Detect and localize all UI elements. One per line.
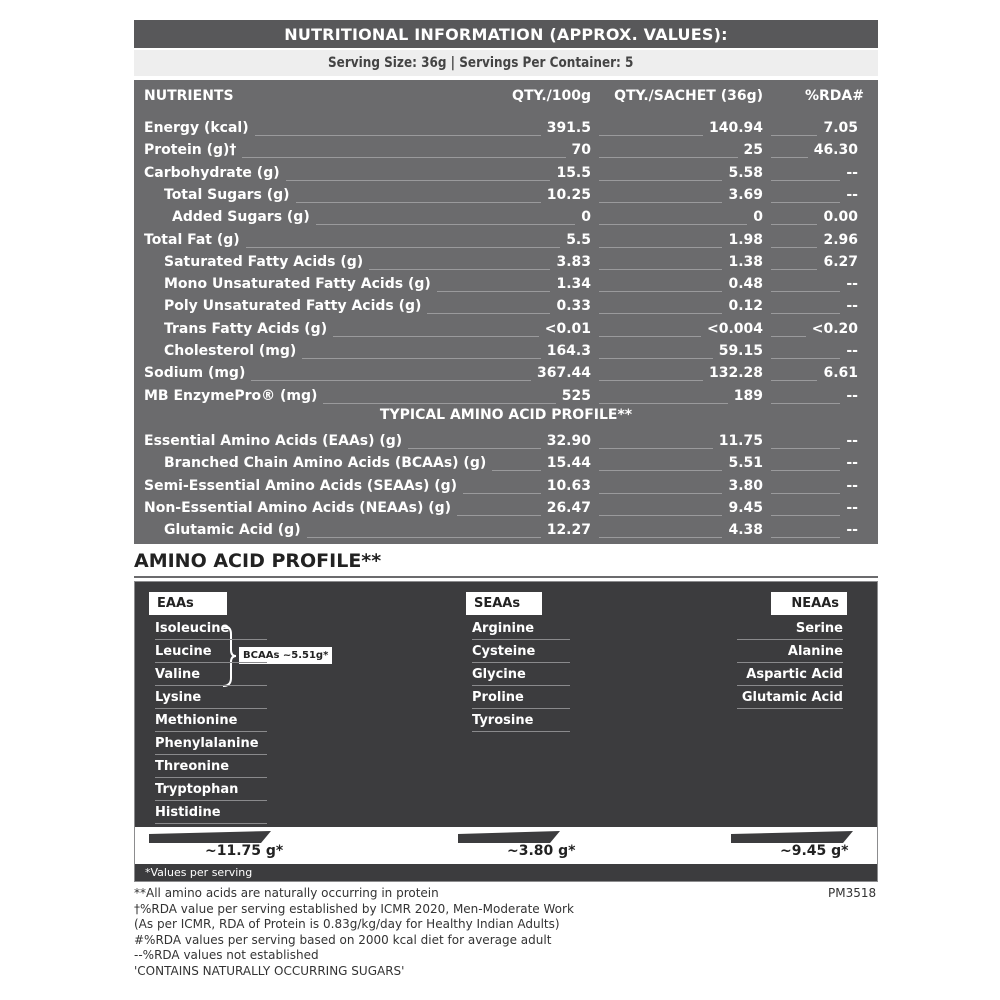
qty-per-sachet: 0.48 bbox=[728, 276, 763, 293]
nutrient-name: Total Sugars (g) bbox=[164, 186, 290, 203]
leader-line bbox=[599, 403, 728, 404]
qty-per-100g: 10.25 bbox=[546, 186, 591, 203]
nutrient-row bbox=[134, 318, 878, 340]
rda-value: -- bbox=[846, 522, 858, 539]
rda-value: 0.00 bbox=[823, 209, 858, 226]
amino-profile-title: AMINO ACID PROFILE** bbox=[134, 550, 382, 572]
amino-acid-item: Tyrosine bbox=[472, 710, 570, 732]
leader-line bbox=[316, 224, 576, 225]
qty-per-100g: 164.3 bbox=[546, 343, 591, 359]
amino-acid-item: Valine bbox=[155, 664, 267, 686]
qty-per-sachet: 59.15 bbox=[718, 343, 763, 359]
nutrient-row bbox=[134, 295, 878, 317]
qty-per-100g: 3.83 bbox=[556, 253, 591, 270]
qty-per-100g: 1.34 bbox=[556, 276, 591, 293]
leader-line bbox=[307, 537, 541, 538]
nutrient-row bbox=[134, 273, 878, 295]
qty-per-sachet: 25 bbox=[743, 142, 763, 159]
rda-value: <0.20 bbox=[811, 320, 858, 337]
leader-line bbox=[771, 358, 840, 359]
leader-line bbox=[771, 515, 840, 516]
nutrition-title bbox=[134, 20, 878, 48]
leader-line bbox=[246, 247, 560, 248]
amino-acid-item: Tryptophan bbox=[155, 779, 267, 801]
nutrient-name: Total Fat (g) bbox=[144, 231, 240, 248]
rda-value: -- bbox=[846, 186, 858, 203]
leader-line bbox=[771, 135, 817, 136]
leader-line bbox=[771, 313, 840, 314]
leader-line bbox=[408, 448, 541, 449]
rda-value: 6.61 bbox=[823, 365, 858, 382]
leader-line bbox=[771, 291, 840, 292]
nutrient-name: Semi-Essential Amino Acids (SEAAs) (g) bbox=[144, 477, 458, 494]
qty-per-100g: 15.5 bbox=[556, 164, 591, 181]
nutrient-name: Energy (kcal) bbox=[144, 120, 249, 136]
nutrient-name: Added Sugars (g) bbox=[172, 209, 310, 226]
amino-acid-item: Arginine bbox=[472, 618, 570, 640]
nutrient-name: Poly Unsaturated Fatty Acids (g) bbox=[164, 298, 422, 315]
leader-line bbox=[427, 313, 550, 314]
qty-per-sachet: 3.69 bbox=[728, 186, 763, 203]
leader-line bbox=[771, 224, 817, 225]
amino-acid-item: Alanine bbox=[737, 641, 843, 663]
bcaa-label: BCAAs ~5.51g* bbox=[239, 647, 332, 664]
leader-line bbox=[286, 180, 551, 181]
nutrient-name: Sodium (mg) bbox=[144, 365, 246, 382]
leader-line bbox=[242, 157, 565, 158]
leader-line bbox=[437, 291, 551, 292]
amino-acid-item: Lysine bbox=[155, 687, 267, 709]
nutrient-row bbox=[134, 430, 878, 452]
qty-per-100g: 367.44 bbox=[536, 365, 591, 382]
eaas-header: EAAs bbox=[149, 592, 227, 615]
leader-line bbox=[599, 537, 722, 538]
seaas-header: SEAAs bbox=[466, 592, 542, 615]
qty-per-100g: 15.44 bbox=[546, 455, 591, 472]
nutrient-row bbox=[134, 139, 878, 161]
qty-per-100g: 10.63 bbox=[546, 477, 591, 494]
leader-line bbox=[599, 380, 703, 381]
nutrient-row bbox=[134, 162, 878, 184]
nutrient-row bbox=[134, 117, 878, 139]
amino-subheader: TYPICAL AMINO ACID PROFILE** bbox=[379, 407, 633, 423]
rda-value: -- bbox=[846, 477, 858, 494]
leader-line bbox=[599, 336, 701, 337]
qty-per-100g: 525 bbox=[561, 387, 591, 404]
amino-acid-item: Aspartic Acid bbox=[737, 664, 843, 686]
qty-per-sachet: 4.38 bbox=[728, 522, 763, 539]
qty-per-sachet: 0.12 bbox=[728, 298, 763, 315]
nutrient-name: MB EnzymePro® (mg) bbox=[144, 387, 318, 404]
nutrient-name: Protein (g)† bbox=[144, 142, 237, 159]
leader-line bbox=[599, 202, 722, 203]
rda-value: 7.05 bbox=[823, 120, 858, 136]
amino-profile-panel bbox=[134, 581, 878, 882]
footnote: (As per ICMR, RDA of Protein is 0.83g/kg/day for Healthy Indian Adults) bbox=[134, 917, 560, 931]
qty-per-sachet: 5.51 bbox=[728, 455, 763, 472]
footnote: **All amino acids are naturally occurring in protein bbox=[134, 886, 439, 900]
leader-line bbox=[302, 358, 540, 359]
qty-per-100g: 0.33 bbox=[556, 298, 591, 315]
nutrient-row bbox=[134, 497, 878, 519]
leader-line bbox=[599, 135, 703, 136]
nutrient-row bbox=[134, 340, 878, 362]
amino-acid-item: Glutamic Acid bbox=[737, 687, 843, 709]
product-code: PM3518 bbox=[828, 886, 877, 900]
rda-value: -- bbox=[846, 433, 858, 449]
values-note: *Values per serving bbox=[135, 864, 877, 881]
rda-value: -- bbox=[846, 455, 858, 472]
qty-per-100g: 32.90 bbox=[546, 433, 591, 449]
leader-line bbox=[599, 313, 722, 314]
qty-per-sachet: 1.98 bbox=[728, 231, 763, 248]
nutrient-name: Mono Unsaturated Fatty Acids (g) bbox=[164, 276, 431, 293]
leader-line bbox=[599, 247, 722, 248]
amino-acid-item: Cysteine bbox=[472, 641, 570, 663]
qty-per-sachet: 3.80 bbox=[728, 477, 763, 494]
rda-value: -- bbox=[846, 387, 858, 404]
amino-acid-item: Histidine bbox=[155, 802, 267, 824]
leader-line bbox=[333, 336, 539, 337]
nutrient-row bbox=[134, 229, 878, 251]
footnote: †%RDA value per serving established by ICMR 2020, Men-Moderate Work bbox=[134, 901, 574, 916]
nutrient-row bbox=[134, 362, 878, 384]
amino-acid-item: Phenylalanine bbox=[155, 733, 267, 755]
leader-line bbox=[771, 470, 840, 471]
leader-line bbox=[599, 291, 722, 292]
footnote: #%RDA values per serving based on 2000 kcal diet for average adult bbox=[134, 932, 552, 947]
nutrient-name: Glutamic Acid (g) bbox=[164, 522, 301, 539]
qty-per-sachet: 140.94 bbox=[708, 120, 763, 136]
leader-line bbox=[771, 403, 840, 404]
leader-line bbox=[599, 180, 722, 181]
leader-line bbox=[599, 269, 722, 270]
totals-strip bbox=[135, 827, 877, 864]
title-text: NUTRITIONAL INFORMATION (APPROX. VALUES): bbox=[284, 24, 728, 44]
rda-value: -- bbox=[846, 343, 858, 359]
rda-value: 6.27 bbox=[823, 253, 858, 270]
leader-line bbox=[492, 470, 540, 471]
qty-per-100g: <0.01 bbox=[544, 320, 591, 337]
col-header-nutrients: NUTRIENTS bbox=[144, 88, 234, 104]
amino-acid-item: Threonine bbox=[155, 756, 267, 778]
nutrient-row bbox=[134, 184, 878, 206]
leader-line bbox=[771, 537, 840, 538]
amino-acid-item: Isoleucine bbox=[155, 618, 267, 640]
nutrient-name: Trans Fatty Acids (g) bbox=[164, 320, 328, 337]
qty-per-sachet: 5.58 bbox=[728, 164, 763, 181]
nutrient-row bbox=[134, 206, 878, 228]
rda-value: -- bbox=[846, 164, 858, 181]
qty-per-100g: 26.47 bbox=[546, 499, 591, 516]
serving-text: Serving Size: 36g | Servings Per Container: 5 bbox=[328, 55, 634, 71]
qty-per-sachet: 0 bbox=[753, 209, 763, 226]
amino-acid-item: Methionine bbox=[155, 710, 267, 732]
nutrient-name: Carbohydrate (g) bbox=[144, 164, 280, 181]
amino-acid-item: Serine bbox=[737, 618, 843, 640]
amino-acid-item: Glycine bbox=[472, 664, 570, 686]
footnote: 'CONTAINS NATURALLY OCCURRING SUGARS' bbox=[134, 963, 405, 978]
leader-line bbox=[771, 448, 840, 449]
nutrient-row bbox=[134, 519, 878, 541]
qty-per-100g: 0 bbox=[581, 209, 591, 226]
leader-line bbox=[369, 269, 550, 270]
leader-line bbox=[771, 380, 817, 381]
qty-per-100g: 70 bbox=[571, 142, 591, 159]
leader-line bbox=[457, 515, 541, 516]
col-header-rda: %RDA# bbox=[805, 88, 864, 104]
leader-line bbox=[296, 202, 541, 203]
qty-per-sachet: 189 bbox=[733, 387, 763, 404]
qty-per-sachet: 132.28 bbox=[708, 365, 763, 382]
leader-line bbox=[771, 247, 817, 248]
leader-line bbox=[771, 180, 840, 181]
qty-per-sachet: <0.004 bbox=[706, 320, 763, 337]
leader-line bbox=[463, 493, 541, 494]
nutrient-row bbox=[134, 385, 878, 407]
leader-line bbox=[599, 470, 722, 471]
leader-line bbox=[599, 448, 713, 449]
rda-value: 46.30 bbox=[813, 142, 858, 159]
leader-line bbox=[771, 157, 808, 158]
qty-per-100g: 12.27 bbox=[546, 522, 591, 539]
rda-value: 2.96 bbox=[823, 231, 858, 248]
nutrient-name: Essential Amino Acids (EAAs) (g) bbox=[144, 433, 403, 449]
amino-acid-item: Leucine bbox=[155, 641, 267, 663]
leader-line bbox=[599, 157, 738, 158]
leader-line bbox=[323, 403, 555, 404]
nutrient-name: Cholesterol (mg) bbox=[164, 343, 297, 359]
leader-line bbox=[599, 493, 722, 494]
rda-value: -- bbox=[846, 298, 858, 315]
rda-value: -- bbox=[846, 499, 858, 516]
leader-line bbox=[771, 202, 840, 203]
col-header-per-sachet: QTY./SACHET (36g) bbox=[614, 88, 763, 104]
leader-line bbox=[599, 515, 722, 516]
title-divider bbox=[134, 576, 878, 578]
nutrient-name: Saturated Fatty Acids (g) bbox=[164, 253, 364, 270]
nutrient-row bbox=[134, 251, 878, 273]
leader-line bbox=[771, 493, 840, 494]
leader-line bbox=[771, 269, 817, 270]
serving-info bbox=[134, 50, 878, 76]
neaas-header: NEAAs bbox=[771, 592, 847, 615]
qty-per-sachet: 11.75 bbox=[718, 433, 763, 449]
footnotes bbox=[134, 886, 794, 979]
seaas-total: ~3.80 g* bbox=[507, 843, 576, 859]
qty-per-100g: 5.5 bbox=[566, 231, 591, 248]
leader-line bbox=[599, 224, 747, 225]
rda-value: -- bbox=[846, 276, 858, 293]
qty-per-sachet: 9.45 bbox=[728, 499, 763, 516]
leader-line bbox=[255, 135, 541, 136]
eaas-total: ~11.75 g* bbox=[205, 843, 284, 859]
leader-line bbox=[251, 380, 531, 381]
col-header-per100g: QTY./100g bbox=[512, 88, 591, 104]
footnote: --%RDA values not established bbox=[134, 948, 319, 962]
nutrition-table bbox=[134, 80, 878, 544]
nutrient-name: Branched Chain Amino Acids (BCAAs) (g) bbox=[164, 455, 487, 472]
qty-per-100g: 391.5 bbox=[546, 120, 591, 136]
neaas-total: ~9.45 g* bbox=[780, 843, 849, 859]
amino-acid-item: Proline bbox=[472, 687, 570, 709]
nutrient-name: Non-Essential Amino Acids (NEAAs) (g) bbox=[144, 499, 452, 516]
nutrient-row bbox=[134, 475, 878, 497]
nutrient-row bbox=[134, 452, 878, 474]
leader-line bbox=[599, 358, 713, 359]
leader-line bbox=[771, 336, 806, 337]
qty-per-sachet: 1.38 bbox=[728, 253, 763, 270]
